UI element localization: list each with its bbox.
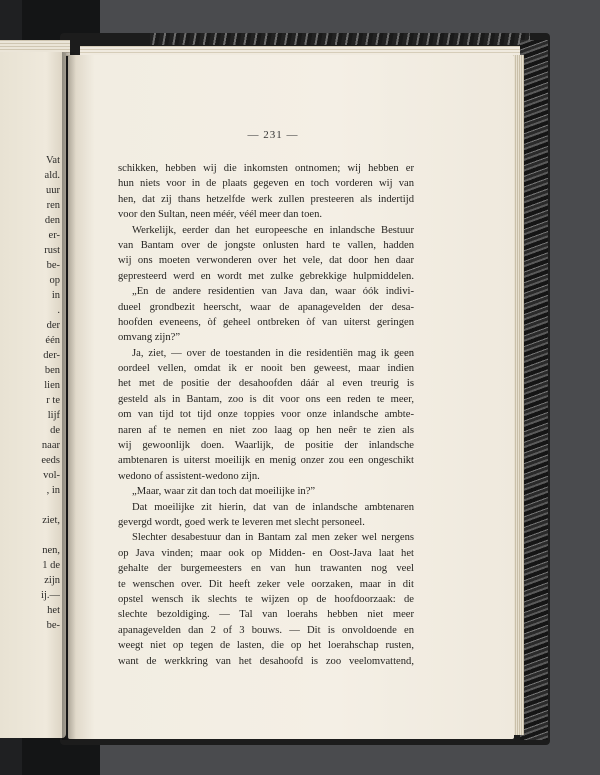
text-line	[118, 623, 414, 638]
left-page-fragment: rust	[44, 245, 60, 256]
text-line-content: Dat moeilijke zit hierin, dat van de inlandsche ambtenaren	[132, 501, 414, 513]
text-line-content: wij gewoonlijk doen. Waarlijk, de positie der inlandsche	[118, 440, 414, 452]
left-page-text-fragments	[0, 153, 60, 633]
text-line	[118, 253, 414, 268]
text-line-content: gehalte der burgemeesters en van hun trawanten nog veel	[118, 563, 414, 575]
left-page-fragment: der-	[43, 350, 60, 361]
text-line-content: apanagevelden dan 2 of 3 bouws. — Dit is onvoldoende en	[118, 624, 414, 636]
text-line-content: gepresteerd werd en wordt met zulke gebrekkige hulpmiddelen.	[118, 270, 414, 282]
text-line-content: ambtenaren is uiterst moeilijk en menig onzer zou een ongeschikt	[118, 455, 414, 467]
text-line-content: Slechter desabestuur dan in Bantam zal men zeker wel nergens	[132, 532, 414, 544]
text-line	[118, 269, 414, 284]
left-page-fragment: ald.	[44, 170, 60, 181]
text-line	[118, 238, 414, 253]
text-line-content: hun niets voor in de plaats gegeven en toch vorderen wij van	[118, 178, 414, 190]
left-page-fragment: op	[49, 275, 60, 286]
text-line	[118, 546, 414, 561]
left-page-fragment: ren	[46, 200, 60, 211]
left-page-fragment	[0, 528, 60, 543]
left-page-fragment: zijn	[44, 575, 60, 586]
left-page-fragment: in	[51, 290, 60, 301]
text-line-content: oordeel vellen, omdat ik er nooit ben geweest, maar indien	[118, 363, 414, 375]
text-line	[118, 223, 414, 238]
text-line	[118, 638, 414, 653]
text-line-content: „En de andere residentien van Java dan, waar óók indivi-	[132, 286, 414, 298]
text-line-content: gevergd wordt, goed werk te leveren met slecht personeel.	[118, 516, 365, 528]
left-page-fragment: lien	[44, 380, 60, 391]
text-line-content: voor den Sultan, neen méér, véél meer dan toen.	[118, 209, 323, 221]
left-page-fragment: , in	[46, 485, 60, 496]
left-page-fragment: ben	[44, 365, 60, 376]
text-line	[118, 577, 414, 592]
left-page-fragment: vol-	[43, 470, 60, 481]
text-line	[118, 361, 414, 376]
text-line-content: wij ons moeten verwonderen over het vele, dat door hen daar	[118, 255, 414, 267]
text-line	[118, 654, 414, 669]
left-page-fragment: nen,	[42, 545, 60, 556]
text-line	[118, 284, 414, 299]
left-page-fragment: de	[50, 425, 60, 436]
text-line	[118, 500, 414, 515]
text-line	[118, 530, 414, 545]
text-line	[118, 300, 414, 315]
text-line	[118, 330, 414, 345]
left-page-fragment: 1 de	[42, 560, 60, 571]
text-line-content: om van tijd tot tijd onze toppies voor onze inlandsche ambte-	[118, 409, 414, 421]
left-page-fragment: be-	[46, 620, 60, 631]
text-line-content: weegt niet op tegen de lasten, die op het loerahschap rusten,	[118, 640, 414, 652]
left-page-fragment	[0, 498, 60, 513]
text-line-content: Werkelijk, eerder dan het europeesche en inlandsche Bestuur	[132, 224, 414, 236]
text-line	[118, 592, 414, 607]
body-text	[118, 161, 414, 669]
text-line	[118, 469, 414, 484]
cover-marbled-edge	[520, 40, 548, 740]
text-line	[118, 392, 414, 407]
text-line-content: te wenschen over. Dit heeft zeker vele oorzaken, maar in dit	[118, 578, 414, 590]
left-page-fragment: Vat	[46, 155, 60, 166]
left-page-fragment: den	[44, 215, 60, 226]
text-line-content: hoofden eveneens, òf geheel ontbreken òf van uiterst geringen	[118, 316, 414, 328]
text-line-content: gesteld als in Bantam, zoo is dit voor ons een reden te meer,	[118, 393, 414, 405]
text-line-content: Ja, ziet, — over de toestanden in die residentiën mag ik geen	[132, 347, 414, 359]
left-page-fragment: lijf	[47, 410, 60, 421]
cover-marbled-top	[150, 33, 530, 45]
text-line-content: dueel grondbezit heerscht, waar de apanagevelden der desa-	[118, 301, 414, 313]
left-page-fragment: het	[47, 605, 60, 616]
left-page-fragment: be-	[46, 260, 60, 271]
left-page-fragment: ij.—	[41, 590, 60, 601]
left-page-fragment: .	[57, 305, 60, 316]
left-page-fragment: der	[46, 320, 60, 331]
text-line-content: „Maar, waar zit dan toch dat moeilijke in?”	[132, 486, 316, 498]
text-line	[118, 438, 414, 453]
text-line-content: hen, dat zij thans hetzelfde werk zullen presteeren als indertijd	[118, 193, 414, 205]
text-line-content: het met de positie der desahoofden dáár al even treurig is	[118, 378, 414, 390]
text-line	[118, 561, 414, 576]
text-line	[118, 407, 414, 422]
text-line	[118, 423, 414, 438]
text-line	[118, 315, 414, 330]
left-page-fragment: eeds	[41, 455, 60, 466]
text-line-content: wedono of assistent-wedono zijn.	[118, 470, 260, 482]
text-line-content: van Bantam over de jongste onlusten hard te vallen, hadden	[118, 239, 414, 251]
text-line	[118, 207, 414, 222]
page-number: — 231 —	[247, 129, 299, 141]
text-line-content: schikken, hebben wij die inkomsten ontnomen; wij hebben er	[118, 163, 414, 174]
text-line-content: omvang zijn?”	[118, 332, 181, 344]
text-line-content: slechte bezoldiging. — Tal van loerahs hebben niet meer	[118, 609, 414, 621]
text-line	[118, 515, 414, 530]
text-line	[118, 607, 414, 622]
text-line	[118, 484, 414, 499]
text-line	[118, 161, 414, 176]
left-page-fragment: naar	[41, 440, 60, 451]
left-page-fragment: uur	[46, 185, 60, 196]
text-line-content: opstel wensch ik slechts te wijzen op de hoofdoorzaak: de	[118, 593, 414, 605]
gutter-shadow	[62, 52, 76, 740]
left-page-fragment: ziet,	[42, 515, 60, 526]
text-line-content: op Java vinden; maar ook op Midden- en Oost-Java laat het	[118, 547, 414, 559]
left-page-fragment: r te	[46, 395, 60, 406]
text-line-content: want de werkkring van het desahoofd is zoo veelomvattend,	[118, 655, 414, 667]
text-line	[118, 453, 414, 468]
text-line	[118, 192, 414, 207]
text-line	[118, 346, 414, 361]
text-line	[118, 376, 414, 391]
left-page-fragment: er-	[48, 230, 60, 241]
left-page-fragment: één	[45, 335, 60, 346]
text-line-content: naren af te nemen en niet zoo laag op hen neêr te zien als	[118, 424, 414, 436]
text-line	[118, 176, 414, 191]
